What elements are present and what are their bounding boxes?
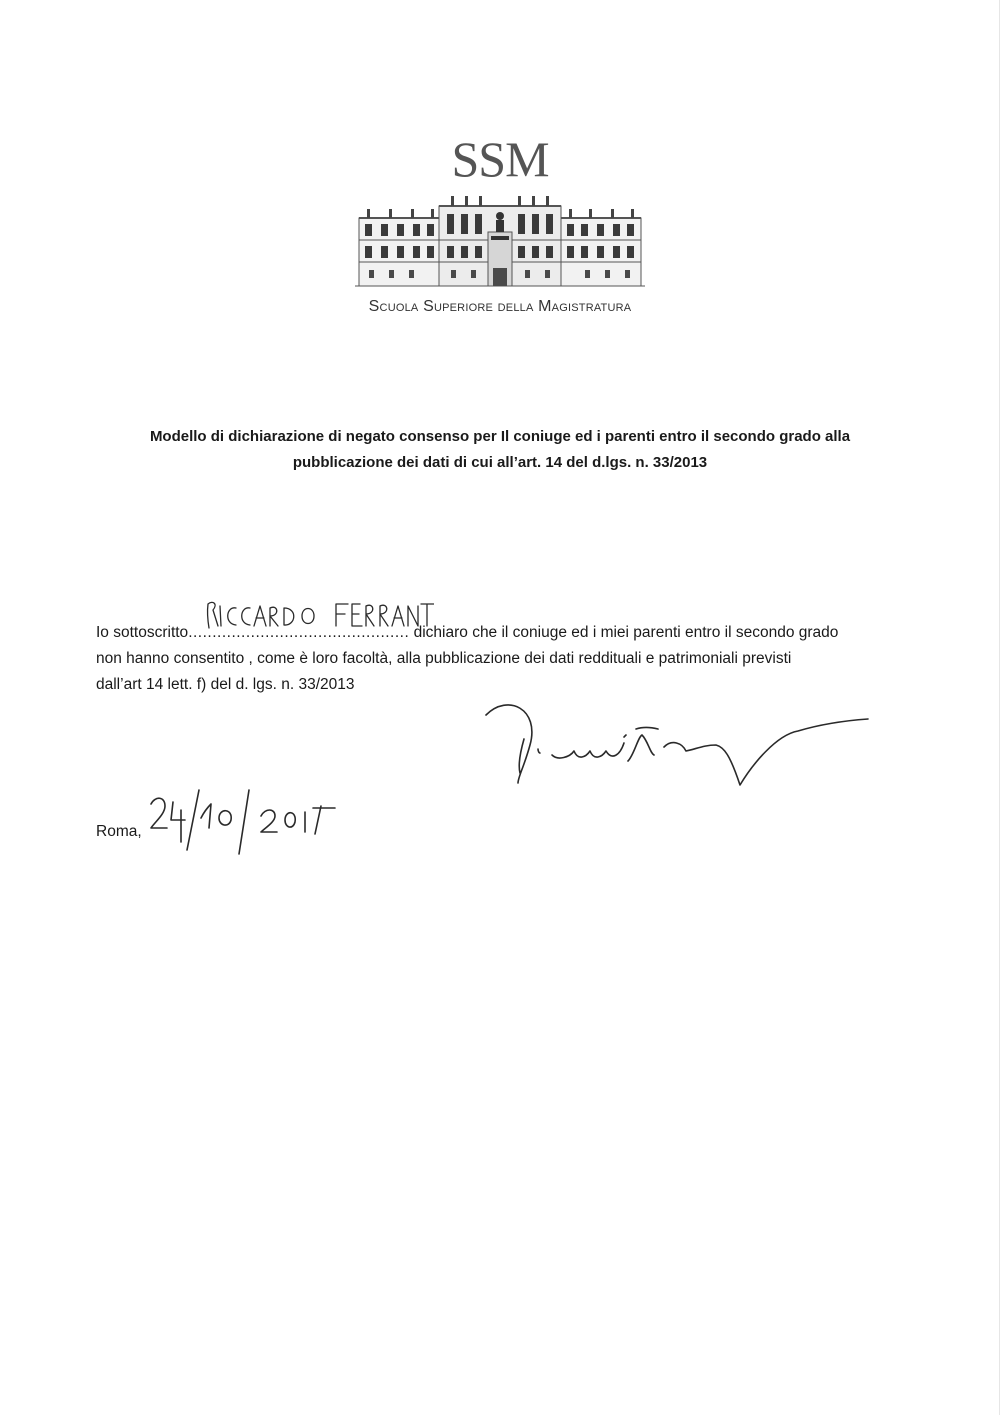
name-fill-line: ..............................................	[188, 624, 410, 641]
declaration-line-3: dall’art 14 lett. f) del d. lgs. n. 33/2013	[96, 676, 355, 693]
declaration-line-2: non hanno consentito , come è loro facoltà, alla pubblicazione dei dati reddituali e patrimoniali previsti	[96, 650, 792, 667]
place-label: Roma,	[96, 823, 142, 840]
title-line-2: pubblicazione dei dati di cui all’art. 14 del d.lgs. n. 33/2013	[292, 454, 708, 471]
declaration-line-1-rest: dichiaro che il coniuge ed i miei parenti entro il secondo grado	[409, 624, 839, 641]
intro-label: Io sottoscritto	[96, 624, 189, 641]
logo-institution-name: Scuola Superiore della Magistratura	[368, 298, 632, 315]
handwritten-name	[204, 592, 434, 632]
palazzo-logo-icon	[355, 192, 645, 292]
title-line-1: Modello di dichiarazione di negato consenso per Il coniuge ed i parenti entro il secondo grado alla	[149, 428, 851, 445]
document-title	[100, 424, 900, 476]
logo-abbreviation: SSM	[451, 131, 549, 187]
signature	[478, 695, 878, 805]
handwritten-date	[145, 780, 345, 855]
